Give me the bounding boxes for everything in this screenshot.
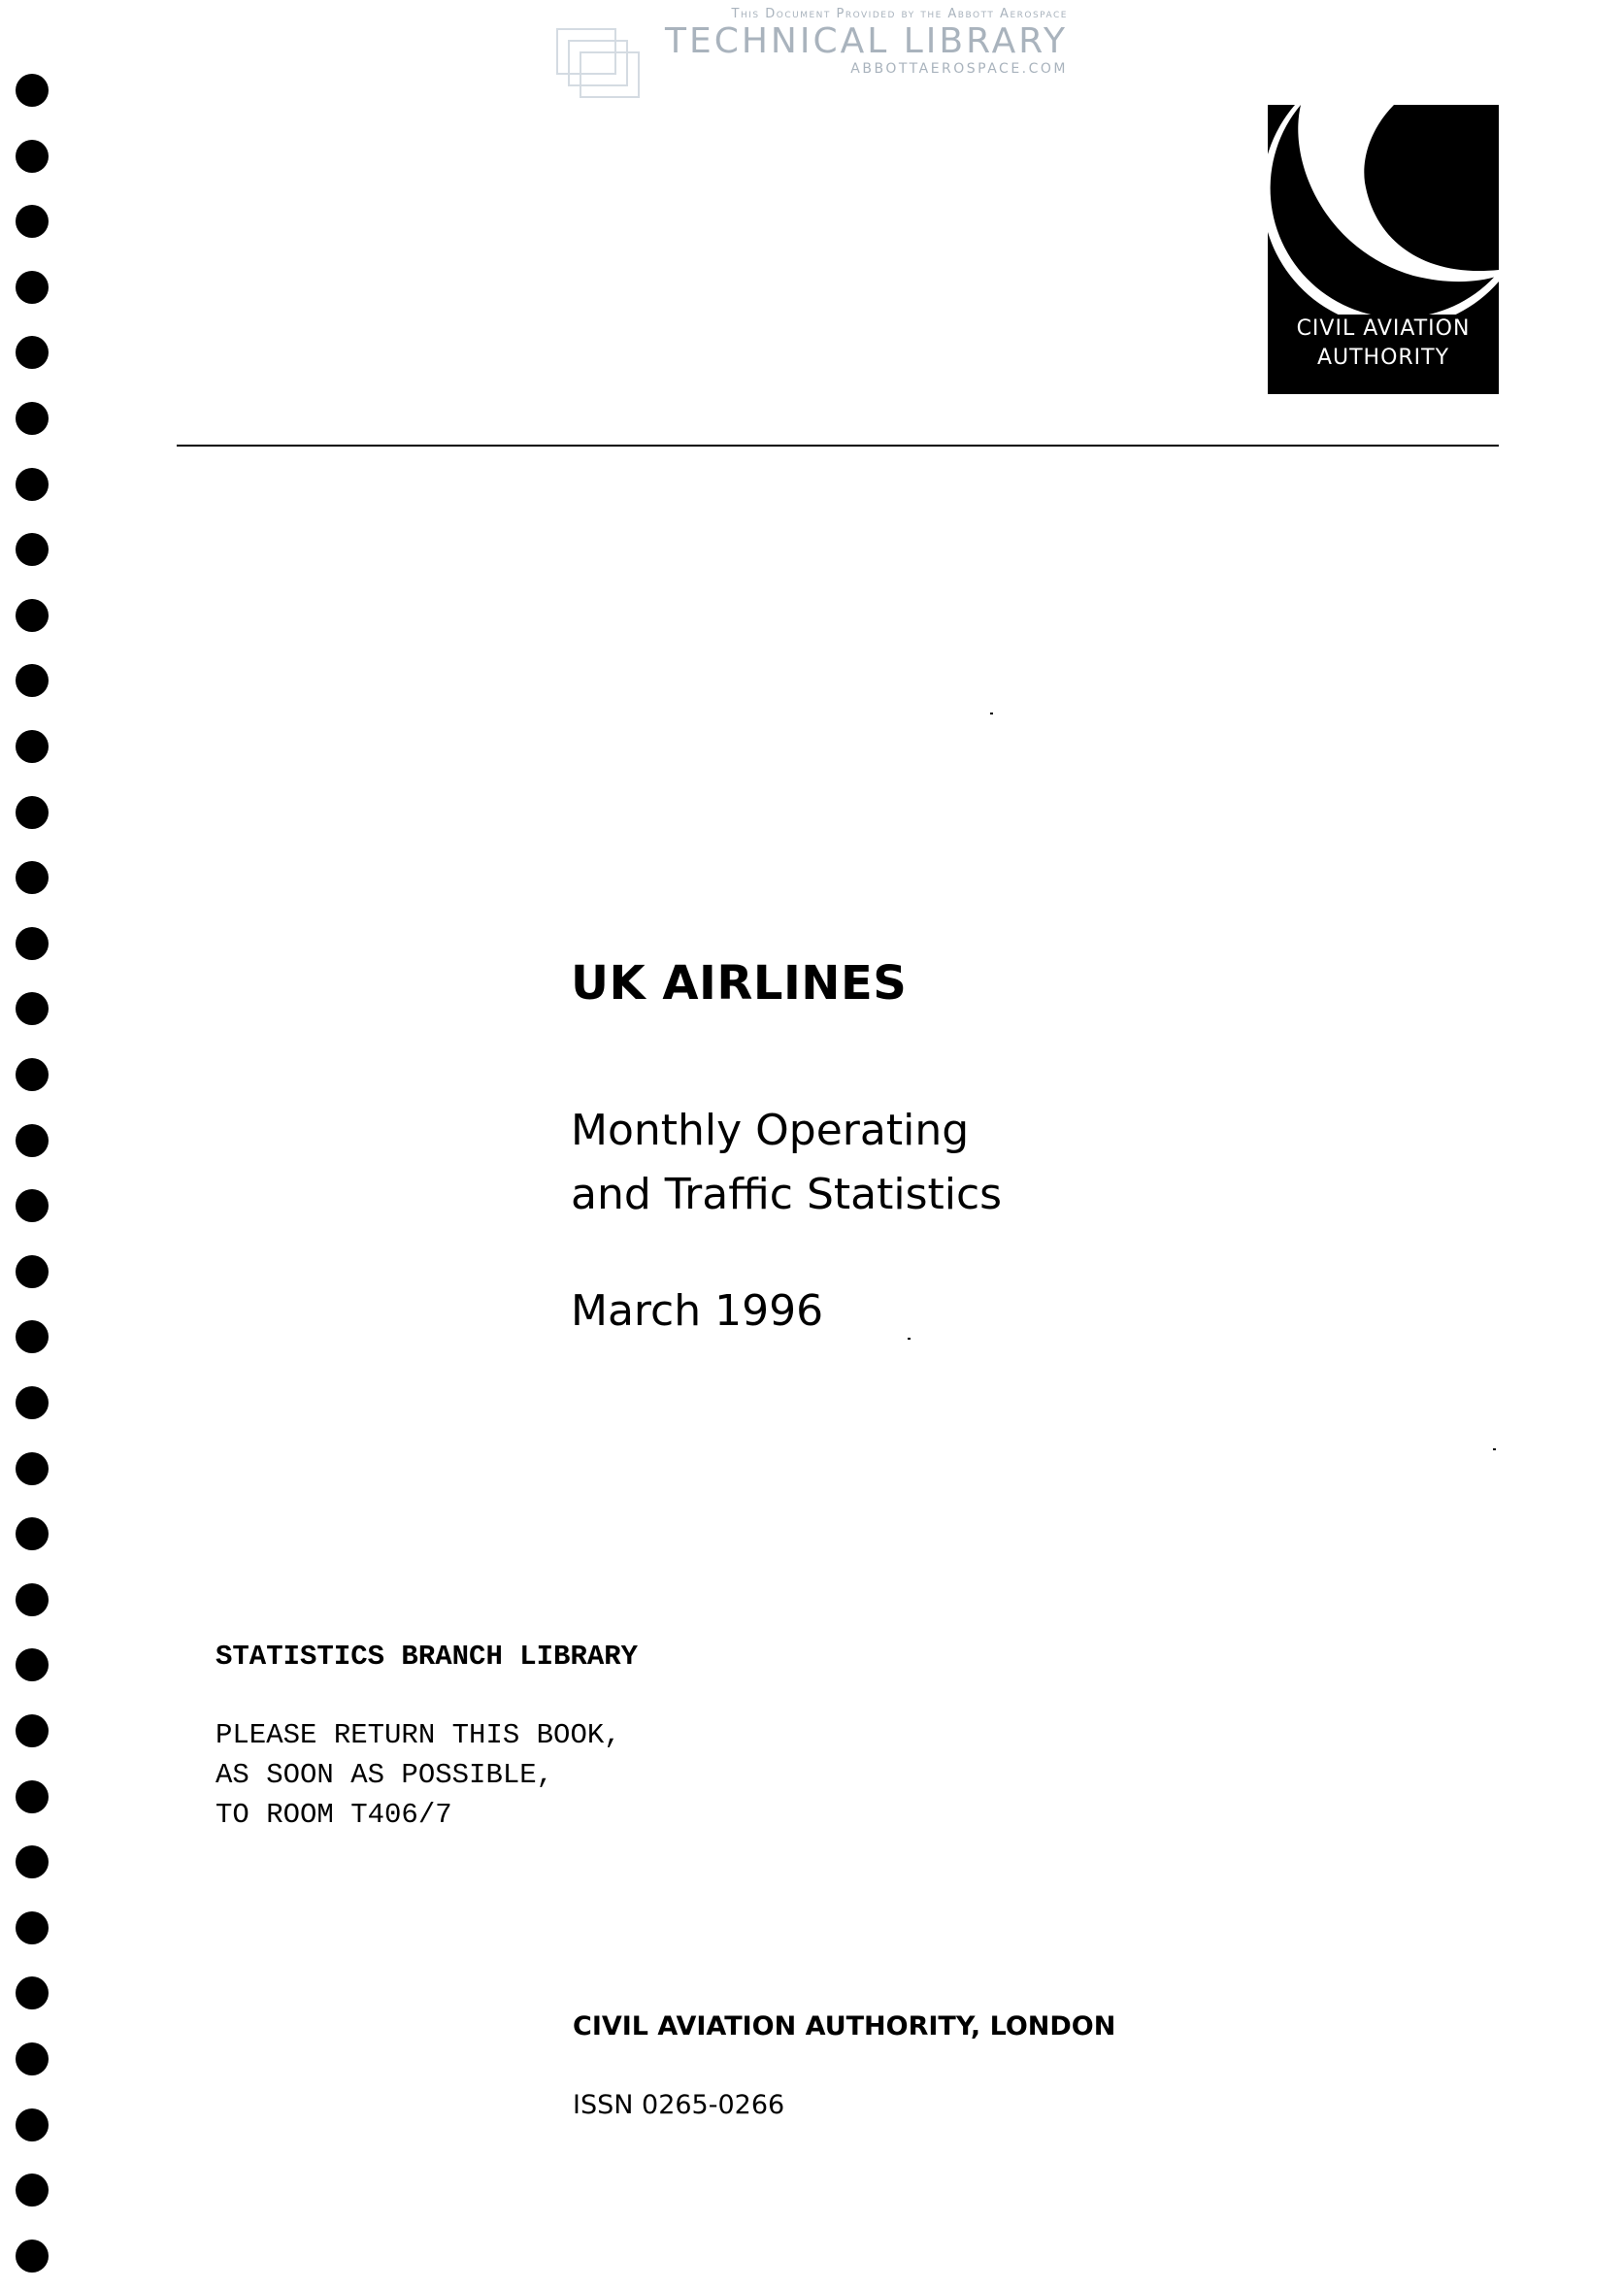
binding-hole	[16, 2240, 49, 2273]
binding-hole	[16, 1452, 49, 1485]
caa-logo-text	[1268, 315, 1499, 373]
subtitle-line1: Monthly Operating	[571, 1106, 970, 1155]
stamp-line2: AS SOON AS POSSIBLE,	[215, 1759, 554, 1791]
binding-hole	[16, 140, 49, 173]
watermark-provider-text: This Document Provided by the Abbott Aerospace	[731, 7, 1068, 21]
publication-date: March 1996	[571, 1286, 824, 1336]
binding-hole	[16, 1976, 49, 2009]
caa-logo	[1268, 105, 1499, 394]
caa-logo-line2: AUTHORITY	[1316, 346, 1450, 370]
binding-hole	[16, 1255, 49, 1288]
binding-hole	[16, 1058, 49, 1091]
binding-hole	[16, 1320, 49, 1353]
binding-holes	[16, 74, 50, 2287]
binding-hole	[16, 599, 49, 632]
watermark-library-title: TECHNICAL LIBRARY	[664, 21, 1068, 61]
binding-hole	[16, 1517, 49, 1550]
binding-hole	[16, 2108, 49, 2141]
binding-hole	[16, 402, 49, 435]
binding-hole	[16, 336, 49, 369]
binding-hole	[16, 664, 49, 697]
binding-hole	[16, 533, 49, 566]
caa-logo-line1: CIVIL AVIATION	[1296, 316, 1471, 341]
binding-hole	[16, 1386, 49, 1419]
binding-hole	[16, 74, 49, 107]
binding-hole	[16, 730, 49, 763]
publisher: CIVIL AVIATION AUTHORITY, LONDON	[573, 2011, 1116, 2041]
binding-hole	[16, 205, 49, 238]
binding-hole	[16, 1648, 49, 1681]
binding-hole	[16, 468, 49, 501]
binding-hole	[16, 1714, 49, 1747]
stamp-line3: TO ROOM T406/7	[215, 1799, 452, 1831]
scan-speck	[1493, 1448, 1496, 1450]
watermark	[544, 6, 1068, 78]
watermark-website: ABBOTTAEROSPACE.COM	[850, 61, 1068, 77]
binding-hole	[16, 271, 49, 304]
stamp-line1: PLEASE RETURN THIS BOOK,	[215, 1719, 621, 1751]
binding-hole	[16, 1189, 49, 1222]
binding-hole	[16, 1911, 49, 1944]
binding-hole	[16, 1583, 49, 1616]
binding-hole	[16, 1845, 49, 1878]
binding-hole	[16, 927, 49, 960]
binding-hole	[16, 2174, 49, 2207]
binding-hole	[16, 861, 49, 894]
document-subtitle	[571, 1099, 1002, 1227]
issn: ISSN 0265-0266	[573, 2090, 785, 2120]
binding-hole	[16, 1780, 49, 1813]
binding-hole	[16, 796, 49, 829]
scan-speck	[908, 1338, 911, 1340]
stamp-heading: STATISTICS BRANCH LIBRARY	[215, 1641, 639, 1673]
binding-hole	[16, 1124, 49, 1157]
library-stamp	[215, 1637, 638, 1835]
document-title: UK AIRLINES	[571, 956, 908, 1011]
subtitle-line2: and Traffic Statistics	[571, 1170, 1003, 1219]
caa-crescent-icon	[1268, 105, 1499, 315]
scan-speck	[990, 713, 993, 714]
horizontal-rule	[177, 445, 1499, 447]
binding-hole	[16, 2042, 49, 2075]
binding-hole	[16, 992, 49, 1025]
